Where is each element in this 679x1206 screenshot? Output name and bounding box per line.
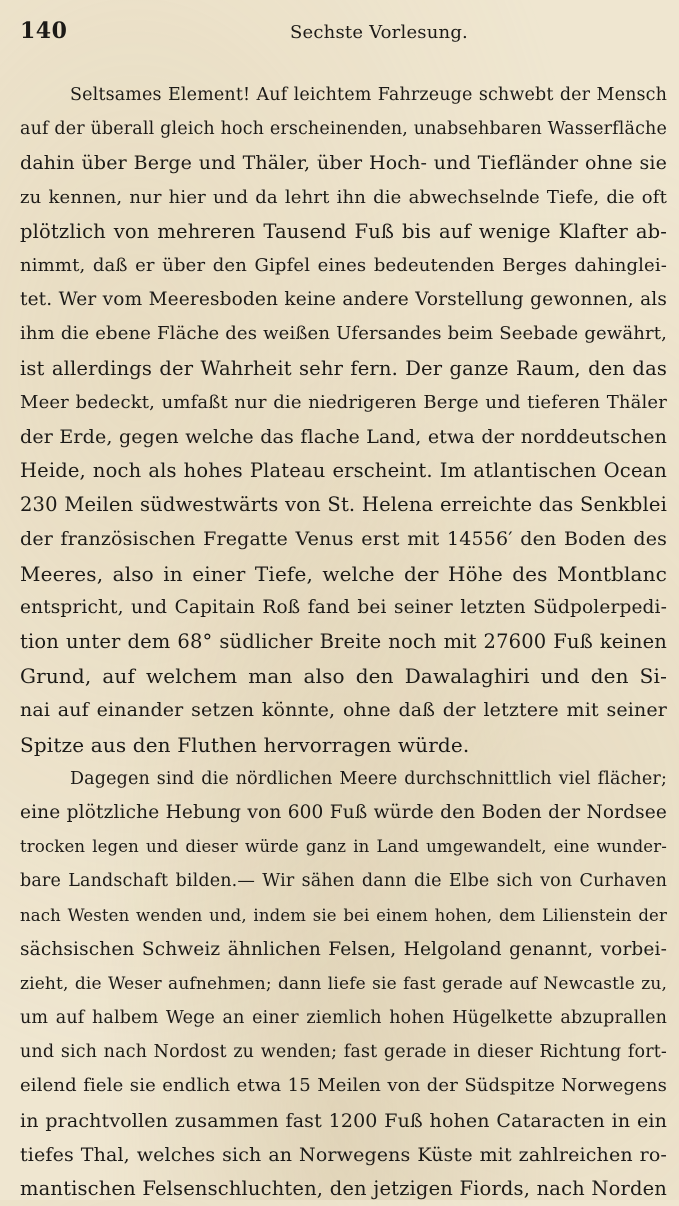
text-line: plötzlich von mehreren Tausend Fuß bis auf wenige Klafter ab- (20, 219, 667, 243)
body-text (20, 78, 667, 1206)
text-line: eine plötzliche Hebung von 600 Fuß würde den Boden der Nordsee (20, 801, 667, 823)
text-line: Heide, noch als hohes Plateau erscheint. Im atlantischen Ocean (20, 459, 667, 483)
text-line: ist allerdings der Wahrheit sehr fern. Der ganze Raum, den das (20, 356, 667, 380)
text-line: mantischen Felsenschluchten, den jetzigen Fiords, nach Norden (20, 1177, 667, 1200)
page-header (20, 14, 667, 48)
text-line: Spitze aus den Fluthen hervorragen würde. (20, 732, 470, 757)
text-line: um auf halbem Wege an einer ziemlich hohen Hügelkette abzuprallen (20, 1008, 667, 1029)
text-line: zu kennen, nur hier und da lehrt ihn die abwechselnde Tiefe, die oft (20, 186, 667, 208)
text-line: tiefes Thal, welches sich an Norwegens Küste mit zahlreichen ro- (20, 1143, 667, 1166)
text-line: Meeres, also in einer Tiefe, welche der Höhe des Montblanc (20, 561, 667, 586)
text-line: bare Landschaft bilden.— Wir sähen dann die Elbe sich von Curhaven (20, 871, 667, 892)
text-line: in prachtvollen zusammen fast 1200 Fuß hohen Cataracten in ein (20, 1109, 667, 1132)
running-head: Sechste Vorlesung. (290, 22, 468, 43)
text-line: Seltsames Element! Auf leichtem Fahrzeuge schwebt der Mensch (70, 85, 667, 105)
page-number: 140 (20, 18, 68, 44)
text-line: und sich nach Nordost zu wenden; fast gerade in dieser Richtung fort- (20, 1042, 667, 1063)
text-line: nimmt, daß er über den Gipfel eines bedeutenden Berges dahinglei- (20, 254, 667, 276)
text-line: sächsischen Schweiz ähnlichen Felsen, Helgoland genannt, vorbei- (20, 938, 667, 960)
text-line: tion unter dem 68° südlicher Breite noch mit 27600 Fuß keinen (20, 630, 667, 653)
text-line: der französischen Fregatte Venus erst mit 14556′ den Boden des (20, 528, 667, 551)
text-line: Grund, auf welchem man also den Dawalaghiri und den Si- (20, 664, 667, 689)
text-line: Dagegen sind die nördlichen Meere durchschnittlich viel flächer; (70, 768, 667, 789)
text-line: der Erde, gegen welche das flache Land, etwa der norddeutschen (20, 425, 667, 448)
text-line: nai auf einander setzen könnte, ohne daß der letztere mit seiner (20, 699, 667, 722)
text-line: auf der überall gleich hoch erscheinenden, unabsehbaren Wasserfläche (20, 119, 667, 140)
text-line: zieht, die Weser aufnehmen; dann liefe sie fast gerade auf Newcastle zu, (20, 973, 667, 994)
text-line: dahin über Berge und Thäler, über Hoch- und Tiefländer ohne sie (20, 152, 667, 175)
text-line: 230 Meilen südwestwärts von St. Helena erreichte das Senkblei (20, 493, 667, 517)
text-line: entspricht, und Capitain Roß fand bei seiner letzten Südpolerpedi- (20, 596, 667, 618)
text-line: nach Westen wenden und, indem sie bei einem hohen, dem Lilienstein der (20, 905, 667, 925)
text-line: eilend fiele sie endlich etwa 15 Meilen von der Südspitze Norwegens (20, 1075, 667, 1097)
text-line: ihm die ebene Fläche des weißen Ufersandes beim Seebade gewährt, (20, 323, 667, 345)
text-line: Meer bedeckt, umfaßt nur die niedrigeren Berge und tieferen Thäler (20, 391, 667, 413)
text-line: trocken legen und dieser würde ganz in Land umgewandelt, eine wunder- (20, 837, 667, 857)
text-line: tet. Wer vom Meeresboden keine andere Vorstellung gewonnen, als (20, 289, 667, 311)
